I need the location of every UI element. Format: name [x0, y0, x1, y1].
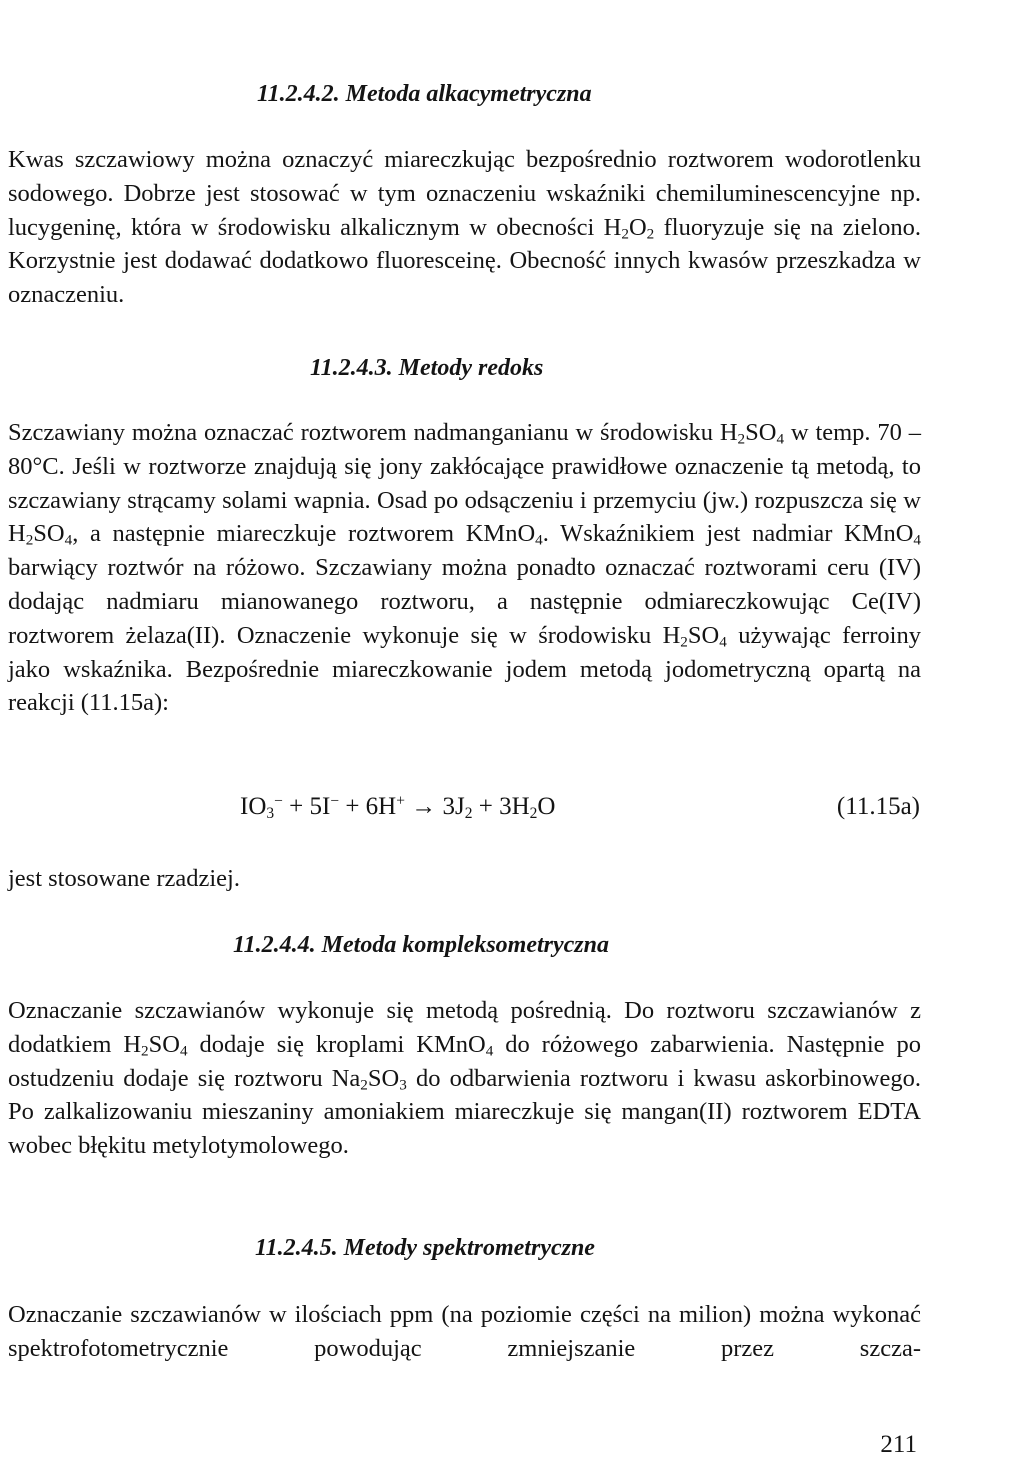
paragraph-redoks: Szczawiany można oznaczać roztworem nadmanganianu w środowisku $H_2SO_4$ w temp. 70 – 80°C. Jeśli w roztworze znajdują się jony zakłócające prawidłowe oznaczenie tą metodą, to szczawiany strącamy solami wapnia. Osad po odsączeniu i przemyciu (jw.) rozpuszcza się w $H_2SO_4$, a następnie miareczkuje roztworem KMnO$_4$. Wskaźnikiem jest nadmiar KMnO$_4$ barwiący roztwór na różowo. Szczawiany można ponadto oznaczać roztworami ceru (IV) dodając nadmiaru mianowanego roztworu, a następnie odmiareczkowując Ce(IV) roztworem żelaza(II). Oznaczenie wykonuje się w środowisku $H_2SO_4$ używając ferroiny jako wskaźnika. Bezpośrednie miareczkowanie jodem metodą jodometryczną opartą na reakcji (11.15a):: [8, 419, 921, 717]
paragraph-after-equation: jest stosowane rzadziej.: [8, 865, 240, 892]
section-heading-alkacymetryczna: 11.2.4.2. Metoda alkacymetryczna: [257, 81, 592, 107]
section-heading-spektrometryczne: 11.2.4.5. Metody spektrometryczne: [255, 1235, 595, 1261]
paragraph-alkacymetryczna: Kwas szczawiowy można oznaczyć miareczkując bezpośrednio roztworem wodorotlenku sodowego. Dobrze jest stosować w tym oznaczeniu wskaźniki chemiluminescencyjne np. lucygeninę, która w środowisku alkalicznym w obecności $H_2O_2$ fluoryzuje się na zielono. Korzystnie jest dodawać dodatkowo fluoresceinę. Obecność innych kwasów przeszkadza w oznaczeniu.: [8, 146, 921, 309]
equation-expression: $IO_3^- + 5I^- + 6H^+ \to 3J_2 + 3H_2O$: [240, 792, 556, 822]
chemical-equation: [0, 789, 1024, 825]
paragraph-spektrometryczne: Oznaczanie szczawianów w ilościach ppm (na poziomie części na milion) można wykonać spektrofotometrycznie powodując zmniejszanie przez szcza-: [8, 1301, 921, 1362]
section-heading-redoks: 11.2.4.3. Metody redoks: [310, 355, 544, 381]
paragraph-kompleksometryczna: Oznaczanie szczawianów wykonuje się metodą pośrednią. Do roztworu szczawianów z dodatkiem $H_2SO_4$ dodaje się kroplami KMnO$_4$ do różowego zabarwienia. Następnie po ostudzeniu dodaje się roztworu $Na_2SO_3$ do odbarwienia roztworu i kwasu askorbinowego. Po zalkalizowaniu mieszaniny amoniakiem miareczkuje się mangan(II) roztworem EDTA wobec błękitu metylotymolowego.: [8, 997, 921, 1160]
page-number: 211: [880, 1431, 917, 1458]
section-heading-kompleksometryczna: 11.2.4.4. Metoda kompleksometryczna: [233, 932, 609, 958]
equation-number: (11.15a): [836, 793, 920, 820]
